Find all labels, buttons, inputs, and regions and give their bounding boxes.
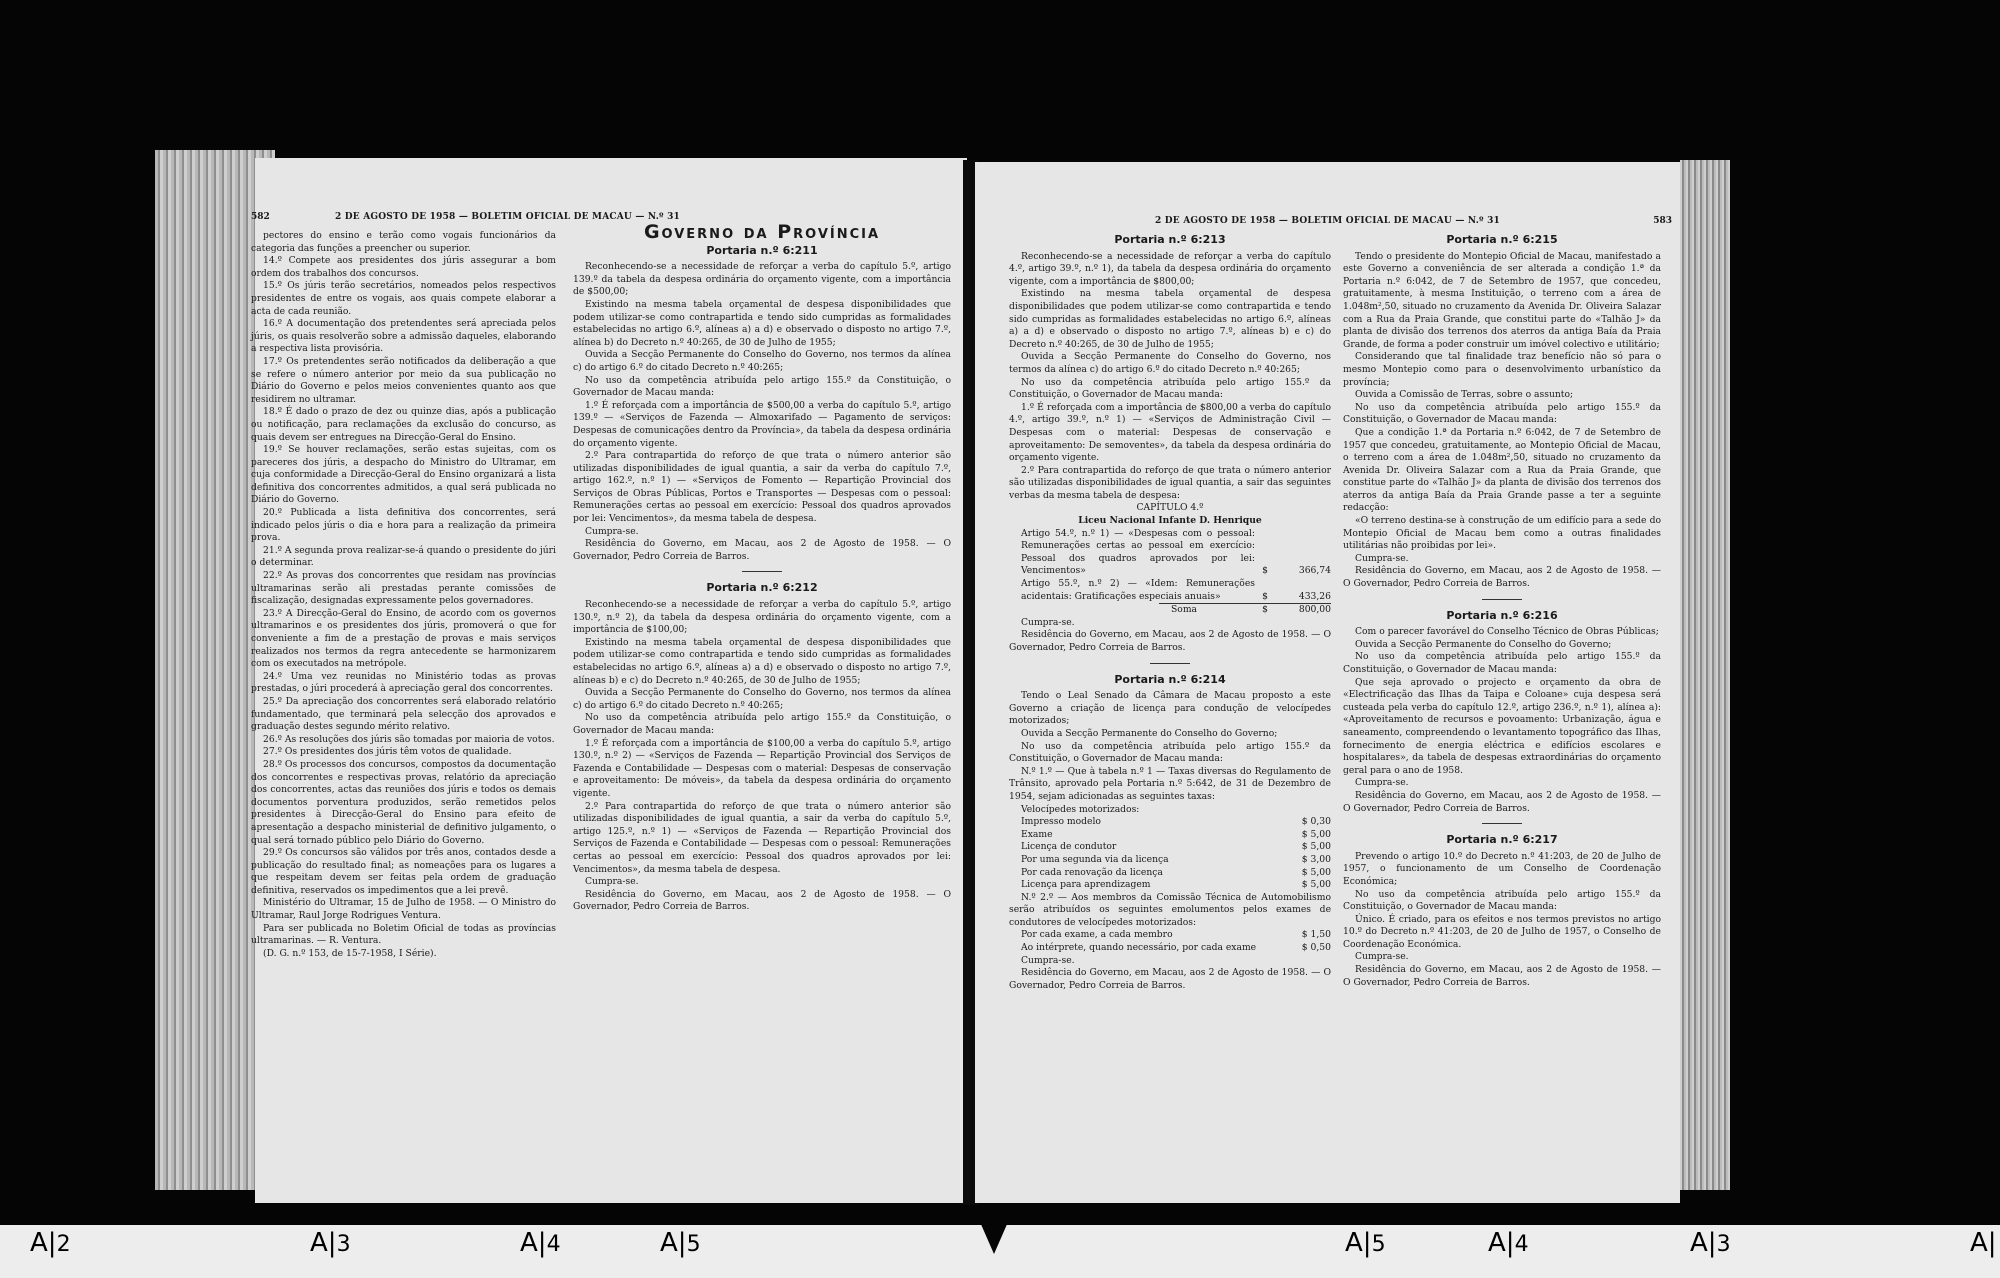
paragraph: Ouvida a Comissão de Terras, sobre o assunto; [1355,389,1574,401]
paragraph: Existindo na mesma tabela orçamental de despesa disponibilidades que podem utilizar-se como contrapartida e tendo sido cumpridas as formalidades estabelecidas no artigo 6.º, alíneas a) a d) e observado o disposto no artigo 7.º, alínea b) do Decreto n.º 40:265, de 30 de Julho de 1955; [573,298,951,348]
divider [1150,663,1190,664]
tab-marker-divider: | [327,1228,337,1258]
fee-label: Licença de condutor [1021,841,1117,853]
tab-marker [660,1228,701,1258]
portaria-6214-para2: N.º 2.º — Aos membros da Comissão Técnica de Automobilismo serão atribuídos os seguintes emolumentos pelos exames de condutores de velocípedes motorizados: [1009,891,1331,928]
fee-table [1009,816,1331,892]
paragraph: 27.º Os presidentes dos júris têm votos de qualidade. [263,746,512,758]
chapter-heading: CAPÍTULO 4.º [1136,502,1204,514]
tab-marker-letter: A [1345,1228,1363,1258]
paragraph: 29.º Os concursos são válidos por três anos, contados desde a publicação do resultado final; as nomeações para os lugares a que respeitam devem ser feitas pela ordem de graduação definitiva, reservados os impedimentos que a lei prevê. [251,847,556,896]
paragraph: 1.º É reforçada com a importância de $800,00 a verba do capítulo 4.º, artigo 39.º, n.º 1) — «Serviços de Administração Civil — Despesas com o material: Despesas de conservação e aproveitamento: De semoventes», da tabela da despesa ordinária do orçamento vigente. [1009,401,1331,464]
paragraph: No uso da competência atribuída pelo artigo 155.º da Constituição, o Governador de Macau manda: [1343,651,1661,675]
fee-amount: $ 0,50 [1301,942,1331,954]
paragraph: Reconhecendo-se a necessidade de reforçar a verba do capítulo 5.º, artigo 139.º da tabela da despesa ordinária do orçamento vigente, com a importância de $500,00; [573,261,951,298]
left-page [251,158,967,1203]
paragraph: 28.º Os processos dos concursos, compostos da documentação dos concorrentes e respectivas provas, relatório da apreciação dos concorrentes, actas das reuniões dos júris e todos os demais documentos porventura produzidos, serão remetidos pelos presidentes à Direcção-Geral do Ensino para efeito de apresentação a despacho ministerial de definitivo julgamento, o qual será tornado público pelo Diário do Governo. [251,758,556,846]
tab-marker-letter: A [660,1228,678,1258]
paragraph: 1.º É reforçada com a importância de $100,00 a verba do capítulo 5.º, artigo 130.º, n.º 2) — «Serviços de Fazenda — Repartição Provincial dos Serviços de Fazenda e Contabilidade — Despesas com o material: Despesas de conservação e aproveitamento: De móveis», da tabela da despesa ordinária do orçamento vigente. [573,737,951,799]
fee-amount: $ 5,00 [1301,828,1331,840]
tab-marker-letter: A [310,1228,328,1258]
fee-label: Por cada exame, a cada membro [1021,929,1173,941]
fee-label: Por cada renovação da licença [1021,866,1163,878]
fee-label: Licença para aprendizagem [1021,879,1151,891]
left-column-1 [251,230,556,960]
tab-marker-number: 4 [546,1232,561,1257]
tab-marker-divider: | [537,1228,547,1258]
paragraph: No uso da competência atribuída pelo artigo 155.º da Constituição, o Governador de Macau manda: [573,712,951,736]
portaria-6214-closing [1009,955,1331,993]
fees-heading: Velocípedes motorizados: [1021,803,1140,815]
paragraph: Residência do Governo, em Macau, aos 2 de Agosto de 1958. — O Governador, Pedro Correia de Barros. [1009,967,1331,991]
fee-table-2 [1009,929,1331,954]
paragraph: Único. É criado, para os efeitos e nos termos previstos no artigo 10.º do Decreto n.º 41:203, de 20 de Julho de 1957, o Conselho de Coordenação Económica. [1343,913,1661,950]
portaria-6216-title: Portaria n.º 6:216 [1446,608,1558,622]
running-head-left: 2 DE AGOSTO DE 1958 — BOLETIM OFICIAL DE MACAU — N.º 31 [335,212,680,222]
budget-item-row [1009,578,1331,603]
paragraph: 2.º Para contrapartida do reforço de que trata o número anterior são utilizadas disponibilidades de igual quantia, a sair da verba do capítulo 7.º, artigo 162.º, n.º 1) — «Serviços de Fomento — Repartição Provincial dos Serviços de Obras Públicas, Portos e Transportes — Despesas com o pessoal: Remunerações certas ao pessoal em exercício: Pessoal dos quadros aprovados por lei: Vencimentos», da mesma tabela de despesa. [573,450,951,525]
fee-label: Por uma segunda via da licença [1021,853,1169,865]
fee-row [1009,942,1331,955]
tab-marker-number: 3 [1716,1232,1731,1257]
paragraph: 20.º Publicada a lista definitiva dos concorrentes, será indicado pelos júris o dia e hora para a realização da primeira prova. [251,507,556,544]
divider [742,571,782,572]
paragraph: 26.º As resoluções dos júris são tomadas por maioria de votos. [263,733,555,745]
tab-marker [1690,1228,1731,1258]
paragraph: Que seja aprovado o projecto e orçamento da obra de «Electrificação das Ilhas da Taipa e Coloane» cuja despesa será custeada pela verba do capítulo 12.º, artigo 236.º, n.º 1), alínea a): «Aproveitamento de recursos e povoamento: Urbanização, água e saneamento, compreendendo o levantamento topográfico das Ilhas, fornecimento de energia eléctrica e edifícios escolares e hospitalares», da tabela de despesas extraordinárias do orçamento geral para o ano de 1958. [1343,676,1661,776]
fee-amount: $ 0,30 [1301,816,1331,828]
fee-row [1009,816,1331,829]
portaria-6211-body [573,261,951,563]
paragraph: (D. G. n.º 153, de 15-7-1958, I Série). [263,947,437,959]
budget-item-amount: 433,26 [1298,590,1331,602]
paragraph: Cumpra-se. [1355,777,1409,789]
tab-marker-number: 5 [686,1232,701,1257]
tab-marker-number: 2 [56,1232,71,1257]
portaria-6211-title: Portaria n.º 6:211 [706,243,818,257]
budget-item-label: Artigo 54.º, n.º 1) — «Despesas com o pessoal: Remunerações certas ao pessoal em exercício: Pessoal dos quadros aprovados por lei: Vencimentos» [1021,527,1255,577]
paragraph: «O terreno destina-se à construção de um edifício para a sede do Montepio Oficial de Macau bem como a outras finalidades utilitárias não proibidas por lei». [1343,515,1661,552]
fee-amount: $ 5,00 [1301,879,1331,891]
tab-marker-divider: | [1707,1228,1717,1258]
paragraph: Cumpra-se. [585,876,639,888]
right-page-stack [1680,160,1730,1190]
center-notch [980,1222,1008,1254]
portaria-6214-body [1009,690,1331,803]
tab-marker-letter: A [30,1228,48,1258]
institution-heading: Liceu Nacional Infante D. Henrique [1078,515,1262,527]
paragraph: Existindo na mesma tabela orçamental de despesa disponibilidades que podem utilizar-se como contrapartida e tendo sido cumpridas as formalidades estabelecidas no artigo 6.º, alíneas a) a d) e observado o disposto no artigo 7.º, alíneas b) e c) do Decreto n.º 40:265, de 30 de Julho de 1955; [1009,288,1331,350]
budget-item-currency: $ [1262,565,1268,577]
paragraph: 14.º Compete aos presidentes dos júris assegurar a bom ordem dos trabalhos dos concursos. [251,255,556,279]
page-number-right: 583 [1653,216,1672,226]
tab-marker-letter: A [1970,1228,1988,1258]
tab-marker-divider: | [1362,1228,1372,1258]
fee-row [1009,854,1331,867]
budget-item-row [1009,528,1331,578]
budget-item-label: Artigo 55.º, n.º 2) — «Idem: Remunerações acidentais: Gratificações especiais anuais» [1021,578,1255,602]
tab-marker-divider: | [47,1228,57,1258]
fee-amount: $ 5,00 [1301,866,1331,878]
portaria-6214-title: Portaria n.º 6:214 [1114,672,1226,686]
tab-marker [1345,1228,1386,1258]
total-row [1159,603,1331,617]
paragraph: No uso da competência atribuída pelo artigo 155.º da Constituição, o Governador de Macau manda: [573,374,951,399]
paragraph: No uso da competência atribuída pelo artigo 155.º da Constituição, o Governador de Macau manda: [1343,888,1661,913]
tab-marker [30,1228,71,1258]
paragraph: Reconhecendo-se a necessidade de reforçar a verba do capítulo 4.º, artigo 39.º, n.º 1), da tabela da despesa ordinária do orçamento vigente, com a importância de $800,00; [1009,250,1331,287]
paragraph: Ouvida a Secção Permanente do Conselho do Governo, nos termos da alínea c) do artigo 6.º do citado Decreto n.º 40:265; [1009,351,1331,375]
paragraph: Considerando que tal finalidade traz benefício não só para o mesmo Montepio como para o desenvolvimento urbanístico da província; [1343,351,1661,388]
tab-marker [1488,1228,1529,1258]
fee-amount: $ 3,00 [1301,853,1331,865]
fee-row [1009,829,1331,842]
paragraph: Cumpra-se. [1355,552,1409,564]
paragraph: Tendo o presidente do Montepio Oficial de Macau, manifestado a este Governo a conveniência de ser alterada a condição 1.ª da Portaria n.º 6:042, de 7 de Setembro de 1957, que concedeu, gratuitamente, à mesma Instituição, o terreno com a área de 1.048m²,50, situado no cruzamento da Avenida Dr. Oliveira Salazar com a Rua da Praia Grande, que constitui parte do «Talhão J» da planta de divisão dos terrenos dos aterros da antiga Baía da Praia Grande, de forma a poder construir um imóvel colectivo e utilitário; [1343,250,1661,350]
paragraph: Residência do Governo, em Macau, aos 2 de Agosto de 1958. — O Governador, Pedro Correia de Barros. [1343,964,1661,988]
paragraph: N.º 1.º — Que à tabela n.º 1 — Taxas diversas do Regulamento de Trânsito, aprovado pela Portaria n.º 5:642, de 31 de Dezembro de 1954, sejam adicionadas as seguintes taxas: [1009,765,1331,802]
portaria-6212-body [573,599,951,914]
portaria-6213-items [1009,528,1331,604]
paragraph: No uso da competência atribuída pelo artigo 155.º da Constituição, o Governador de Macau manda: [1009,376,1331,401]
paragraph: No uso da competência atribuída pelo artigo 155.º da Constituição, o Governador de Macau manda: [1009,740,1331,765]
tab-marker-number: 3 [336,1232,351,1257]
portaria-6213-body [1009,251,1331,503]
fee-amount: $ 5,00 [1301,841,1331,853]
portaria-6217-body [1343,851,1661,990]
paragraph: Para ser publicada no Boletim Oficial de todas as províncias ultramarinas. — R. Ventura. [251,922,556,947]
tab-marker-divider: | [677,1228,687,1258]
tab-marker-letter: A [1690,1228,1708,1258]
tab-marker-letter: A [1488,1228,1506,1258]
tab-marker-number: 5 [1371,1232,1386,1257]
running-head-right: 2 DE AGOSTO DE 1958 — BOLETIM OFICIAL DE MACAU — N.º 31 [1155,216,1500,226]
paragraph: Ouvida a Secção Permanente do Conselho do Governo; [1355,638,1612,650]
fee-label: Impresso modelo [1021,816,1101,828]
paragraph: Residência do Governo, em Macau, aos 2 de Agosto de 1958. — O Governador, Pedro Correia de Barros. [573,538,951,562]
fee-label: Exame [1021,828,1053,840]
paragraph: Ouvida a Secção Permanente do Conselho do Governo, nos termos da alínea c) do artigo 6.º do citado Decreto n.º 40:265; [573,349,951,373]
tab-marker [520,1228,561,1258]
paragraph: Cumpra-se. [1021,954,1075,966]
tab-marker-divider: | [1505,1228,1515,1258]
paragraph: Tendo o Leal Senado da Câmara de Macau proposto a este Governo a criação de licença para condução de velocípedes motorizados; [1009,690,1331,727]
right-column-2 [1343,234,1661,989]
divider [1482,599,1522,600]
left-column-2 [573,221,951,914]
divider [1482,823,1522,824]
total-amount: 800,00 [1298,604,1331,616]
portaria-6215-title: Portaria n.º 6:215 [1446,233,1558,246]
tab-marker-divider: | [1987,1228,1997,1258]
paragraph: Residência do Governo, em Macau, aos 2 de Agosto de 1958. — O Governador, Pedro Correia de Barros. [573,888,951,913]
tab-marker [1970,1228,1997,1258]
portaria-6212-title: Portaria n.º 6:212 [706,581,818,595]
portaria-6216-body [1343,626,1661,815]
paragraph: Que a condição 1.ª da Portaria n.º 6:042, de 7 de Setembro de 1957 que concedeu, gratuitamente, ao Montepio Oficial de Macau, o terreno com a área de 1.048m²,50, situado no cruzamento da Avenida Dr. Oliveira Salazar com a Rua da Praia Grande, que constitue parte do «Talhão J» da planta de divisão dos terrenos dos aterros da antiga Baía da Praia Grande passe a ter a seguinte redacção: [1343,426,1661,514]
paragraph: 21.º A segunda prova realizar-se-á quando o presidente do júri o determinar. [251,544,556,569]
fee-amount: $ 1,50 [1301,929,1331,941]
paragraph: 2.º Para contrapartida do reforço de que trata o número anterior são utilizadas disponibilidades de igual quantia, a sair da verba do capítulo 5.º, artigo 125.º, n.º 1) — «Serviços de Fazenda — Repartição Provincial dos Serviços de Fazenda e Contabilidade — Despesas com o pessoal: Remunerações certas ao pessoal em exercício: Pessoal dos quadros aprovados por lei: Vencimentos», da mesma tabela de despesa. [573,800,951,875]
paragraph: 1.º É reforçada com a importância de $500,00 a verba do capítulo 5.º, artigo 139.º — «Serviços de Fazenda — Almoxarifado — Pagamento de serviços: Despesas de comunicações dentro da Província», da tabela da despesa ordinária do orçamento vigente. [573,399,951,449]
paragraph: Cumpra-se. [585,525,639,537]
portaria-6215-body [1343,251,1661,591]
paragraph: Reconhecendo-se a necessidade de reforçar a verba do capítulo 5.º, artigo 130.º, n.º 2), da tabela da despesa ordinária do orçamento vigente, com a importância de $100,00; [573,599,951,636]
paragraph: 24.º Uma vez reunidas no Ministério todas as provas prestadas, o júri procederá à apreciação geral dos concorrentes. [251,670,556,695]
paragraph: Cumpra-se. [1021,616,1075,628]
paragraph: 19.º Se houver reclamações, serão estas sujeitas, com os pareceres dos júris, a despacho do Ministro do Ultramar, em cuja conformidade a Direcção-Geral do Ensino organizará a lista definitiva dos concorrentes admitidos, a qual será publicada no Diário do Governo. [251,444,556,506]
portaria-6217-title: Portaria n.º 6:217 [1446,833,1558,847]
paragraph: 25.º Da apreciação dos concorrentes será elaborado relatório fundamentado, que terminará pela selecção dos aprovados e graduação destes segundo mérito relativo. [251,695,556,733]
portaria-6213-closing [1009,617,1331,655]
paragraph: 15.º Os júris terão secretários, nomeados pelos respectivos presidentes de entre os vogais, aos quais compete elaborar a acta de cada reunião. [251,280,556,317]
paragraph: Ouvida a Secção Permanente do Conselho do Governo; [1021,727,1278,739]
paragraph: Residência do Governo, em Macau, aos 2 de Agosto de 1958. — O Governador, Pedro Correia de Barros. [1343,565,1661,590]
portaria-6213-title: Portaria n.º 6:213 [1114,233,1226,246]
paragraph: 17.º Os pretendentes serão notificados da deliberação a que se refere o número anterior por meio da sua publicação no Diário do Governo e pelos meios convenientes quanto aos que residirem no ultramar. [251,355,556,405]
budget-item-currency: $ [1262,590,1268,602]
paragraph: pectores do ensino e terão como vogais funcionários da categoria das funções a preencher ou superior. [251,230,556,254]
budget-item-amount: 366,74 [1298,565,1331,577]
right-page [975,162,1680,1203]
paragraph: Cumpra-se. [1355,951,1409,963]
total-label: Soma [1171,604,1198,616]
page-number-left: 582 [251,212,270,222]
paragraph: Residência do Governo, em Macau, aos 2 de Agosto de 1958. — O Governador, Pedro Correia de Barros. [1009,629,1331,653]
paragraph: 23.º A Direcção-Geral do Ensino, de acordo com os governos ultramarinos e os presidentes dos júris, promoverá o que for conveniente a fim de a prestação de provas e mais serviços realizados nos termos da regra antecedente se harmonizarem com os executados na metrópole. [251,607,556,670]
fee-row [1009,879,1331,892]
paragraph: 16.º A documentação dos pretendentes será apreciada pelos júris, os quais resolverão sobre a admissão daqueles, elaborando a respectiva lista provisória. [251,318,556,355]
paragraph: Residência do Governo, em Macau, aos 2 de Agosto de 1958. — O Governador, Pedro Correia de Barros. [1343,789,1661,814]
paragraph: 2.º Para contrapartida do reforço de que trata o número anterior são utilizadas disponibilidades de igual quantia, a sair das seguintes verbas da mesma tabela de despesa: [1009,464,1331,501]
right-column-1 [1009,234,1331,992]
fee-row [1009,841,1331,854]
section-heading: Governo da Província [643,221,881,243]
total-currency: $ [1262,604,1268,616]
tab-marker-letter: A [520,1228,538,1258]
paragraph: Prevendo o artigo 10.º do Decreto n.º 41:203, de 20 de Julho de 1957, o funcionamento de um Conselho de Coordenação Económica; [1343,850,1661,887]
tab-marker-number: 4 [1514,1232,1529,1257]
paragraph: 18.º É dado o prazo de dez ou quinze dias, após a publicação ou notificação, para reclamações da exclusão do concurso, as quais devem ser entregues na Direcção-Geral do Ensino. [251,406,556,443]
fee-row [1009,929,1331,942]
fee-label: Ao intérprete, quando necessário, por cada exame [1021,942,1257,954]
paragraph: Ouvida a Secção Permanente do Conselho do Governo, nos termos da alínea c) do artigo 6.º do citado Decreto n.º 40:265; [573,687,951,711]
tab-marker [310,1228,351,1258]
paragraph: No uso da competência atribuída pelo artigo 155.º da Constituição, o Governador de Macau manda: [1343,401,1661,426]
paragraph: Ministério do Ultramar, 15 de Julho de 1958. — O Ministro do Ultramar, Raul Jorge Rodrigues Ventura. [251,897,556,922]
paragraph: Existindo na mesma tabela orçamental de despesa disponibilidades que podem utilizar-se como contrapartida e tendo sido cumpridas as formalidades estabelecidas no artigo 6.º, alíneas a) a d) e observado o disposto no artigo 7.º, alíneas b) e c) do Decreto n.º 40:265, de 30 de Julho de 1955; [573,636,951,686]
paragraph: 22.º As provas dos concorrentes que residam nas províncias ultramarinas serão ali prestadas perante comissões de fiscalização, designadas expressamente pelos governadores. [251,570,556,607]
fee-row [1009,867,1331,880]
paragraph: Com o parecer favorável do Conselho Técnico de Obras Públicas; [1355,626,1659,638]
